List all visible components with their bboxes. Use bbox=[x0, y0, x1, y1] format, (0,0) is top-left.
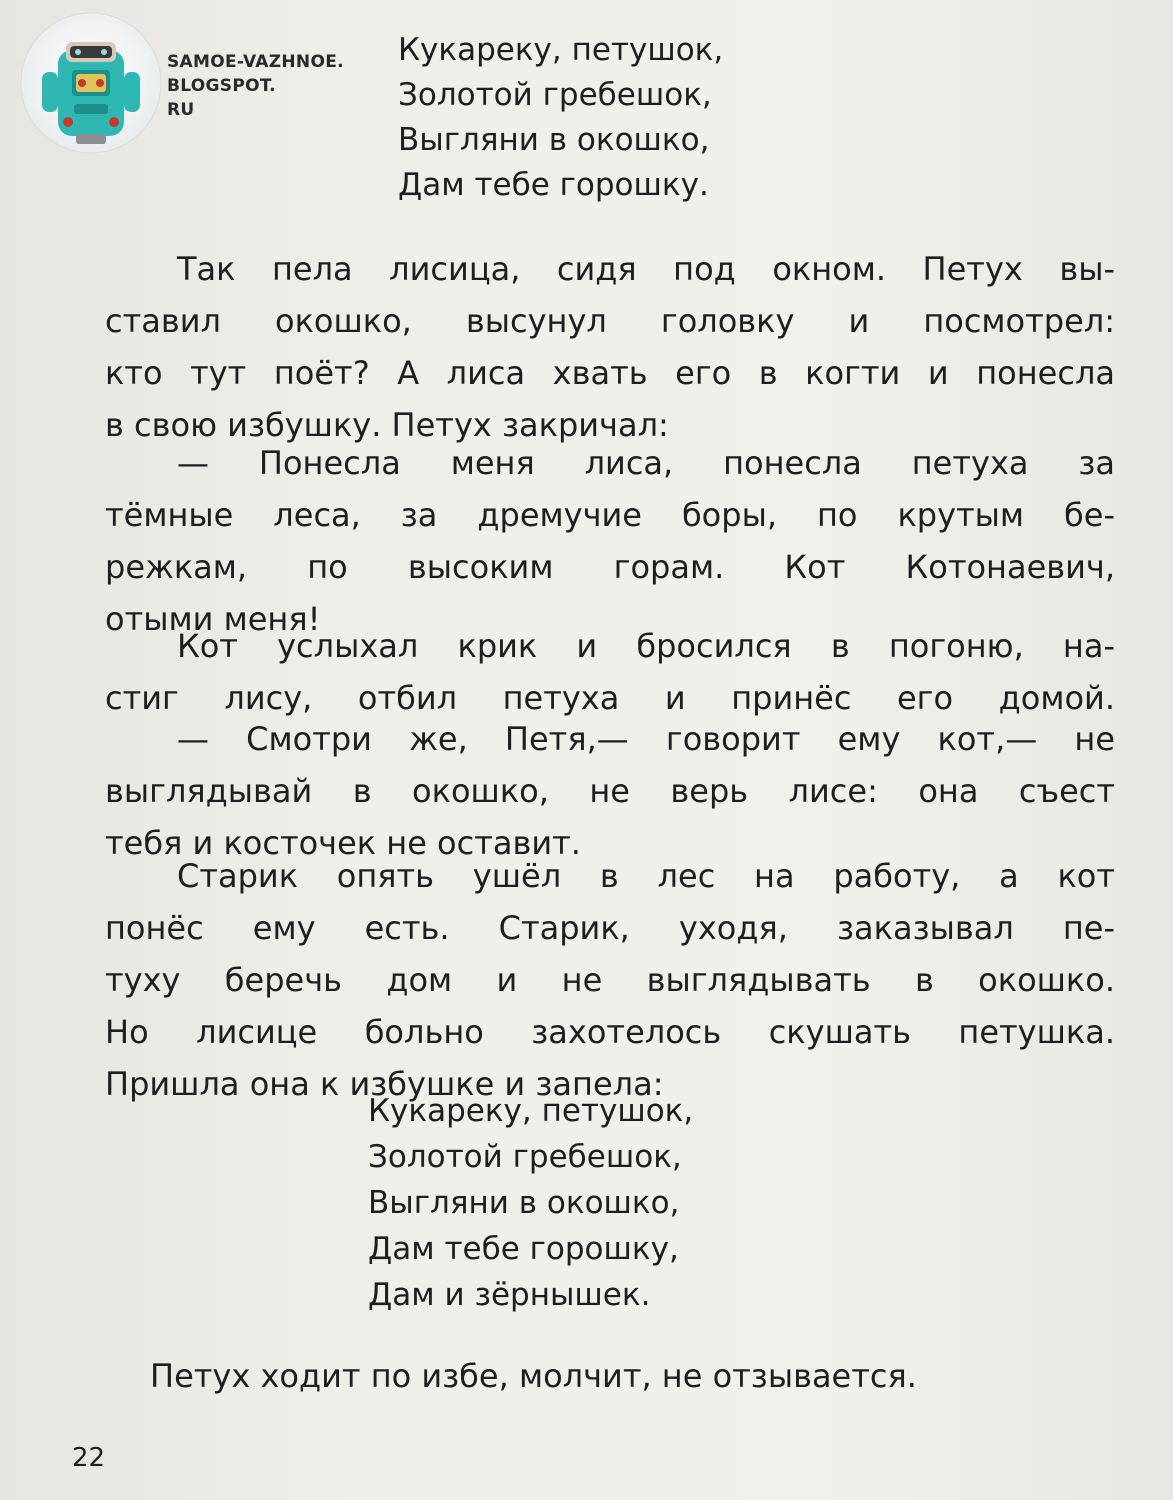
text-line: тёмные леса, за дремучие боры, по крутым бе- bbox=[105, 496, 1115, 534]
text-line: режкам, по высоким горам. Кот Котонаевич, bbox=[105, 548, 1115, 586]
text-line: туху беречь дом и не выглядывать в окошко. bbox=[105, 961, 1115, 999]
verse-line: Золотой гребешок, bbox=[398, 77, 712, 113]
robot-toy-icon bbox=[20, 12, 162, 154]
verse-line: Выгляни в окошко, bbox=[398, 122, 710, 158]
text-line: стиг лису, отбил петуха и принёс его домой. bbox=[105, 679, 1115, 717]
verse-2 bbox=[368, 1088, 693, 1318]
paragraph-1 bbox=[105, 243, 1115, 451]
text-line: выглядывай в окошко, не верь лисе: она съест bbox=[105, 772, 1115, 810]
verse-1 bbox=[398, 28, 723, 208]
watermark-line: SAMOE-VAZHNOE. bbox=[167, 52, 344, 72]
paragraph-4 bbox=[105, 713, 1115, 869]
text-line: — Смотри же, Петя,— говорит ему кот,— не bbox=[177, 720, 1115, 758]
text-line: Старик опять ушёл в лес на работу, а кот bbox=[177, 857, 1115, 895]
paragraph-2 bbox=[105, 437, 1115, 645]
text-line: Но лисице больно захотелось скушать петушка. bbox=[105, 1013, 1115, 1051]
text-line: тебя и косточек не оставит. bbox=[105, 824, 581, 862]
verse-line: Золотой гребешок, bbox=[368, 1139, 682, 1175]
paragraph-5 bbox=[105, 850, 1115, 1110]
paragraph-6 bbox=[150, 1350, 1090, 1402]
text-line: ставил окошко, высунул головку и посмотрел: bbox=[105, 302, 1115, 340]
page-number: 22 bbox=[72, 1443, 106, 1473]
text-line: понёс ему есть. Старик, уходя, заказывал пе- bbox=[105, 909, 1115, 947]
watermark-line: BLOGSPOT. bbox=[167, 76, 276, 96]
text-line: Так пела лисица, сидя под окном. Петух вы- bbox=[177, 250, 1115, 288]
verse-line: Дам тебе горошку. bbox=[398, 167, 709, 203]
verse-line: Кукареку, петушок, bbox=[368, 1093, 694, 1129]
text-line: Кот услыхал крик и бросился в погоню, на- bbox=[177, 627, 1115, 665]
text-line: Пришла она к избушке и запела: bbox=[105, 1065, 664, 1103]
verse-line: Кукареку, петушок, bbox=[398, 32, 724, 68]
text-line: отыми меня! bbox=[105, 600, 321, 638]
verse-line: Дам тебе горошку, bbox=[368, 1231, 679, 1267]
verse-line: Дам и зёрнышек. bbox=[368, 1277, 651, 1313]
verse-line: Выгляни в окошко, bbox=[368, 1185, 680, 1221]
paragraph-3 bbox=[105, 620, 1115, 724]
watermark-line: RU bbox=[167, 100, 195, 120]
text-line: кто тут поёт? А лиса хвать его в когти и понесла bbox=[105, 354, 1115, 392]
watermark-text bbox=[167, 50, 344, 122]
text-line: — Понесла меня лиса, понесла петуха за bbox=[177, 444, 1115, 482]
text-line: Петух ходит по избе, молчит, не отзывается. bbox=[150, 1357, 917, 1395]
text-line: в свою избушку. Петух закричал: bbox=[105, 406, 669, 444]
